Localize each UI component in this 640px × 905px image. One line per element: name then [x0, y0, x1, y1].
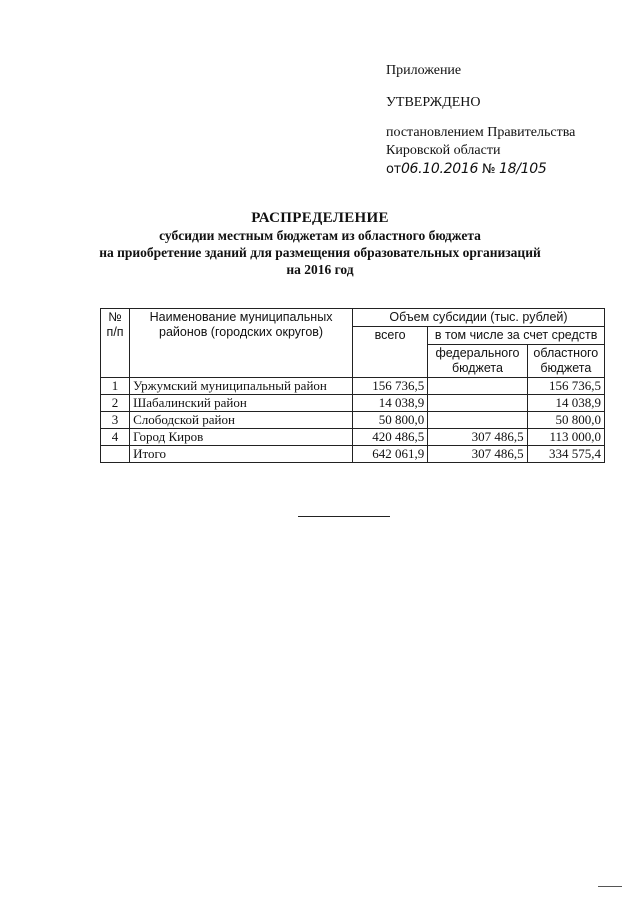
- title-line-2: на приобретение зданий для размещения образовательных организаций: [99, 245, 541, 260]
- approved-stamp-text: УТВЕРЖДЕНО: [386, 95, 481, 110]
- row-total: 14 038,9: [352, 395, 427, 412]
- handwritten-date: 06.10.2016: [400, 161, 479, 177]
- totals-federal: 307 486,5: [428, 446, 527, 463]
- corner-mark: [598, 886, 622, 887]
- row-total: 50 800,0: [352, 412, 427, 429]
- totals-row: [101, 446, 605, 463]
- row-regional: 156 736,5: [527, 378, 604, 395]
- distribution-table: [100, 308, 605, 463]
- row-federal: 307 486,5: [428, 429, 527, 446]
- header-volume: Объем субсидии (тыс. рублей): [352, 309, 604, 327]
- date-prefix: от: [386, 162, 401, 177]
- decree-line-1: постановлением Правительства: [386, 125, 576, 140]
- totals-label: Итого: [130, 446, 353, 463]
- row-name: Шабалинский район: [130, 395, 353, 412]
- row-total: 156 736,5: [352, 378, 427, 395]
- handwritten-number: 18/105: [499, 161, 547, 177]
- row-regional: 113 000,0: [527, 429, 604, 446]
- header-regional: областного бюджета: [527, 345, 604, 378]
- table-row: [101, 429, 605, 446]
- row-regional: 14 038,9: [527, 395, 604, 412]
- row-name: Уржумский муниципальный район: [130, 378, 353, 395]
- row-no: 2: [101, 395, 130, 412]
- appendix-label: Приложение: [386, 63, 462, 78]
- table-row: [101, 412, 605, 429]
- totals-total: 642 061,9: [352, 446, 427, 463]
- totals-regional: 334 575,4: [527, 446, 604, 463]
- title-line-1: субсидии местным бюджетам из областного бюджета: [159, 228, 481, 243]
- row-name: Город Киров: [130, 429, 353, 446]
- approval-block: [386, 62, 575, 179]
- header-no: № п/п: [101, 309, 130, 378]
- row-no: 1: [101, 378, 130, 395]
- title-heading: РАСПРЕДЕЛЕНИЕ: [251, 210, 389, 226]
- end-divider: [298, 516, 390, 517]
- row-no: 4: [101, 429, 130, 446]
- header-federal: федерального бюджета: [428, 345, 527, 378]
- number-prefix: №: [481, 162, 496, 177]
- header-name: Наименование муниципальных районов (городских округов): [130, 309, 353, 378]
- row-name: Слободской район: [130, 412, 353, 429]
- row-federal: [428, 378, 527, 395]
- header-including: в том числе за счет средств: [428, 327, 605, 345]
- document-title: [0, 210, 640, 278]
- row-total: 420 486,5: [352, 429, 427, 446]
- title-line-3: на 2016 год: [286, 262, 354, 277]
- decree-date-line: [386, 160, 575, 179]
- row-regional: 50 800,0: [527, 412, 604, 429]
- totals-no: [101, 446, 130, 463]
- header-total: всего: [352, 327, 427, 378]
- row-federal: [428, 395, 527, 412]
- table-row: [101, 378, 605, 395]
- row-federal: [428, 412, 527, 429]
- table-row: [101, 395, 605, 412]
- row-no: 3: [101, 412, 130, 429]
- decree-line-2: Кировской области: [386, 143, 501, 158]
